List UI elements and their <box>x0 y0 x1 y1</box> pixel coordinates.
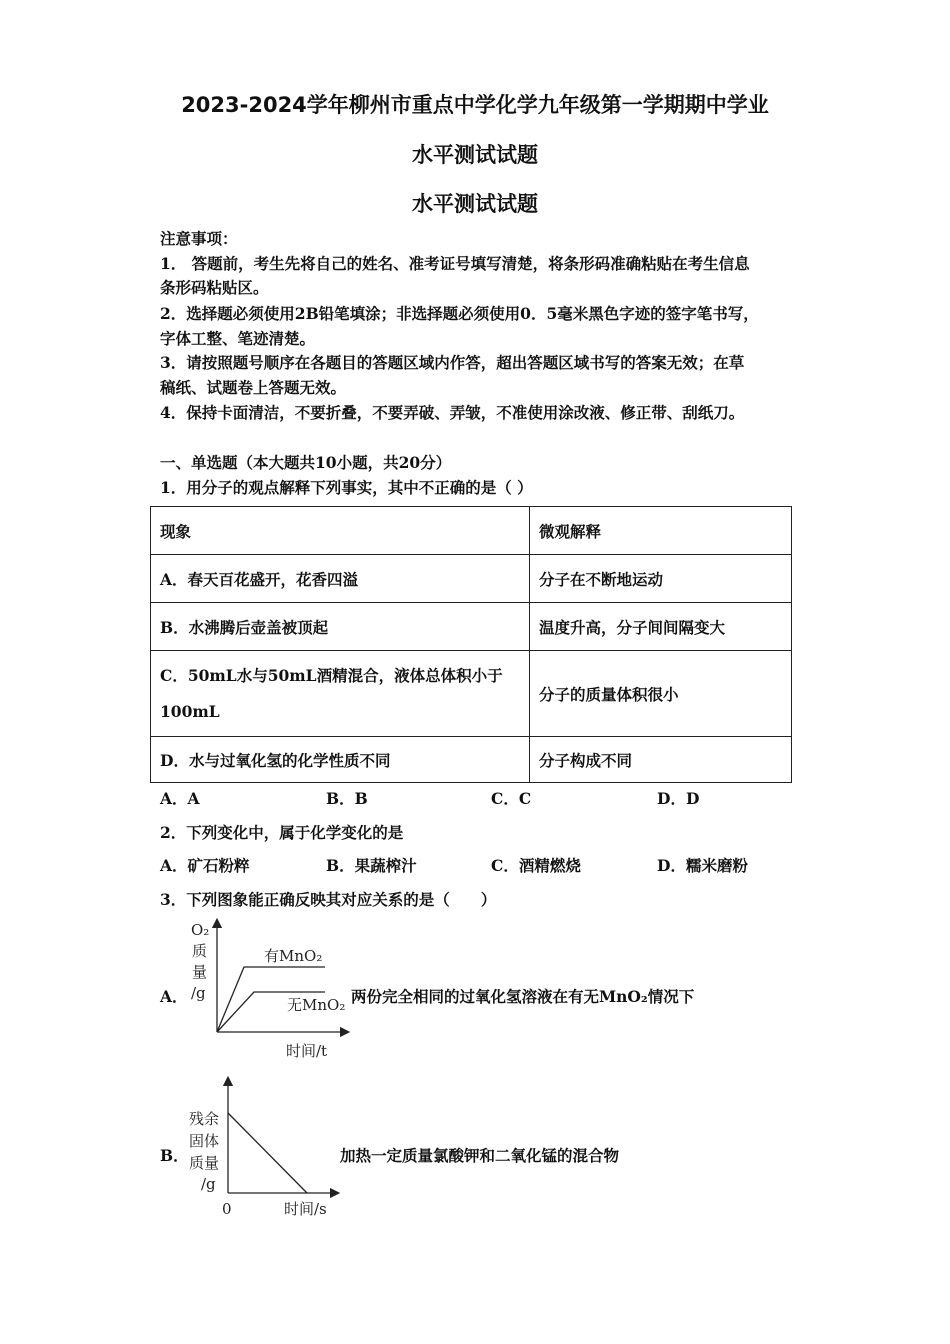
title-line-2: 水平测试试题 <box>412 143 538 167</box>
q2-stem: 2．下列变化中，属于化学变化的是 <box>160 823 404 842</box>
q1-table <box>150 506 792 783</box>
y-label-unit: /g <box>201 1175 216 1193</box>
table-cell: A．春天百花盛开，花香四溢 <box>151 555 530 603</box>
label-with-mno2: 有MnO₂ <box>264 947 323 965</box>
q1-option-d: D．D <box>657 789 700 808</box>
notice-item-4: 4．保持卡面清洁，不要折叠，不要弄破、弄皱，不准使用涂改液、修正带、刮纸刀。 <box>160 403 745 422</box>
table-cell: D．水与过氧化氢的化学性质不同 <box>151 737 530 783</box>
decreasing-line <box>228 1113 307 1193</box>
notice-item-2-cont: 字体工整、笔迹清楚。 <box>160 329 316 348</box>
y-label-o2: O₂ <box>191 921 210 939</box>
q3-option-b-description: 加热一定质量氯酸钾和二氧化锰的混合物 <box>340 1146 620 1165</box>
q3-option-a-label: A． <box>160 987 188 1006</box>
q2-option-a: A．矿石粉粹 <box>160 856 250 875</box>
table-row <box>151 651 792 737</box>
table-cell-line: C．50mL水与50mL酒精混合，液体总体积小于 <box>160 665 503 685</box>
title-line-3: 水平测试试题 <box>412 192 538 216</box>
q3-option-b-graph <box>185 1076 345 1224</box>
table-cell <box>151 651 530 737</box>
q3-option-b-label: B． <box>160 1146 189 1165</box>
label-without-mno2: 无MnO₂ <box>287 996 346 1014</box>
q3-option-a-graph <box>180 915 350 1065</box>
y-label-unit: /g <box>191 984 206 1002</box>
y-label-zhi: 质 <box>192 942 208 960</box>
q2-option-b: B．果蔬榨汁 <box>326 856 417 875</box>
q1-option-b: B．B <box>326 789 368 808</box>
q3-option-a-description: 两份完全相同的过氧化氢溶液在有无MnO₂情况下 <box>351 987 695 1006</box>
notice-item-3: 3．请按照题号顺序在各题目的答题区域内作答，超出答题区域书写的答案无效；在草 <box>160 353 745 372</box>
table-header-row <box>151 507 792 555</box>
table-cell: B．水沸腾后壶盖被顶起 <box>151 603 530 651</box>
table-header-phenomenon: 现象 <box>151 507 530 555</box>
title-line-1: 2023-2024学年柳州市重点中学化学九年级第一学期期中学业 <box>181 93 769 117</box>
q1-option-c: C．C <box>491 789 532 808</box>
section-heading: 一、单选题（本大题共10小题，共20分） <box>160 453 452 472</box>
x-label: 时间/s <box>284 1200 327 1218</box>
x-label: 时间/t <box>286 1042 328 1060</box>
notice-item-1-cont: 条形码粘贴区。 <box>160 278 269 297</box>
y-label-liang: 量 <box>192 963 208 981</box>
q1-stem: 1．用分子的观点解释下列事实，其中不正确的是（ ） <box>160 478 533 497</box>
notice-item-1: 1． 答题前，考生先将自己的姓名、准考证号填写清楚，将条形码准确粘贴在考生信息 <box>160 254 750 273</box>
q1-option-a: A．A <box>160 789 200 808</box>
q2-option-d: D．糯米磨粉 <box>657 856 748 875</box>
table-row <box>151 737 792 783</box>
table-cell: 分子在不断地运动 <box>530 555 792 603</box>
table-row <box>151 603 792 651</box>
table-cell: 分子的质量体积很小 <box>530 651 792 737</box>
y-label-canyu: 残余 <box>189 1110 220 1128</box>
y-label-zhiliang: 质量 <box>189 1154 220 1172</box>
q2-option-c: C．酒精燃烧 <box>491 856 581 875</box>
notice-item-3-cont: 稿纸、试题卷上答题无效。 <box>160 378 347 397</box>
y-label-guti: 固体 <box>189 1132 220 1150</box>
table-header-explanation: 微观解释 <box>530 507 792 555</box>
table-row <box>151 555 792 603</box>
q3-stem: 3．下列图象能正确反映其对应关系的是（ ） <box>160 890 497 909</box>
origin-label: 0 <box>222 1200 232 1218</box>
table-cell: 温度升高，分子间间隔变大 <box>530 603 792 651</box>
notice-item-2: 2．选择题必须使用2B铅笔填涂；非选择题必须使用0．5毫米黑色字迹的签字笔书写， <box>160 304 759 323</box>
notice-heading: 注意事项： <box>160 229 238 248</box>
table-cell-line: 100mL <box>160 701 220 721</box>
table-cell: 分子构成不同 <box>530 737 792 783</box>
